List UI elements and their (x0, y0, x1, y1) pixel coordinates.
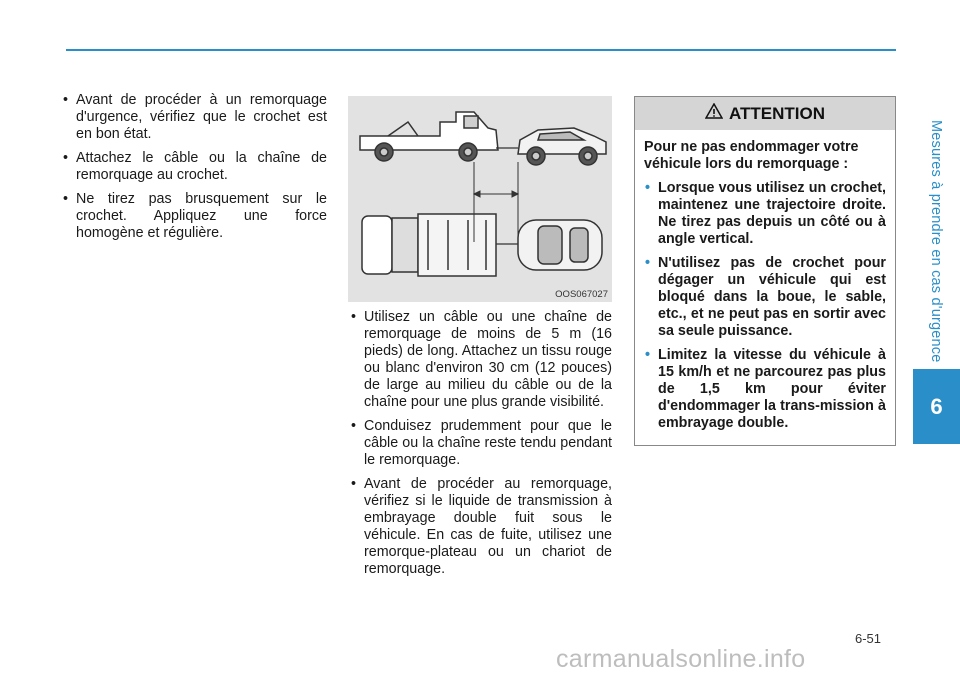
tow-truck-side (360, 112, 498, 161)
list-item: • Utilisez un câble ou une chaîne de remorquage de moins de 5 m (16 pieds) de long. Attachez un tissu rouge ou blanc d'environ 30 cm (12 pouces) de large au milieu du câble ou de la chaîne pour une plus grande visibilité. (350, 309, 612, 411)
list-item: • N'utilisez pas de crochet pour dégager un véhicule qui est bloqué dans la boue, le sable, etc., et ne peut pas en sortir avec sa seule puissance. (644, 255, 886, 340)
towing-diagram (348, 96, 612, 302)
list-item: • Lorsque vous utilisez un crochet, maintenez une trajectoire droite. Ne tirez pas depuis un côté ou à angle vertical. (644, 180, 886, 248)
list-item: • Avant de procéder à un remorquage d'urgence, vérifiez que le crochet est en bon état. (62, 92, 327, 143)
watermark: carmanualsonline.info (556, 645, 806, 673)
list-item: • Attachez le câble ou la chaîne de remorquage au crochet. (62, 150, 327, 184)
towed-car-side (518, 128, 606, 165)
middle-column (350, 309, 612, 585)
tow-truck-top (362, 214, 496, 276)
left-column (62, 92, 327, 249)
towed-car-top (518, 220, 602, 270)
page-number: 6-51 (855, 631, 882, 646)
list-item: • Conduisez prudemment pour que le câble ou la chaîne reste tendu pendant le remorquage. (350, 418, 612, 469)
chapter-tab[interactable]: 6 (913, 369, 960, 444)
warning-triangle-icon (705, 103, 723, 124)
attention-intro: Pour ne pas endommager votre véhicule lors du remorquage : (644, 139, 859, 172)
list-item: • Limitez la vitesse du véhicule à 15 km/h et ne parcourez pas plus de 1,5 km pour éviter d'endommager la trans-mission à embrayage double. (644, 347, 886, 432)
list-item: • Ne tirez pas brusquement sur le crochet. Appliquez une force homogène et régulière. (62, 191, 327, 242)
list-item: • Avant de procéder au remorquage, vérifiez si le liquide de transmission à embrayage double fuit sous le véhicule. En cas de fuite, utilisez une remorque-plateau ou un chariot de remorquage. (350, 476, 612, 578)
attention-header (635, 97, 895, 130)
towing-illustration (348, 96, 612, 302)
attention-box (634, 96, 896, 446)
figure-code: OOS067027 (555, 289, 608, 300)
attention-title: ATTENTION (728, 103, 825, 123)
header-rule (66, 49, 896, 51)
section-title: Mesures à prendre en cas d'urgence (928, 120, 944, 363)
